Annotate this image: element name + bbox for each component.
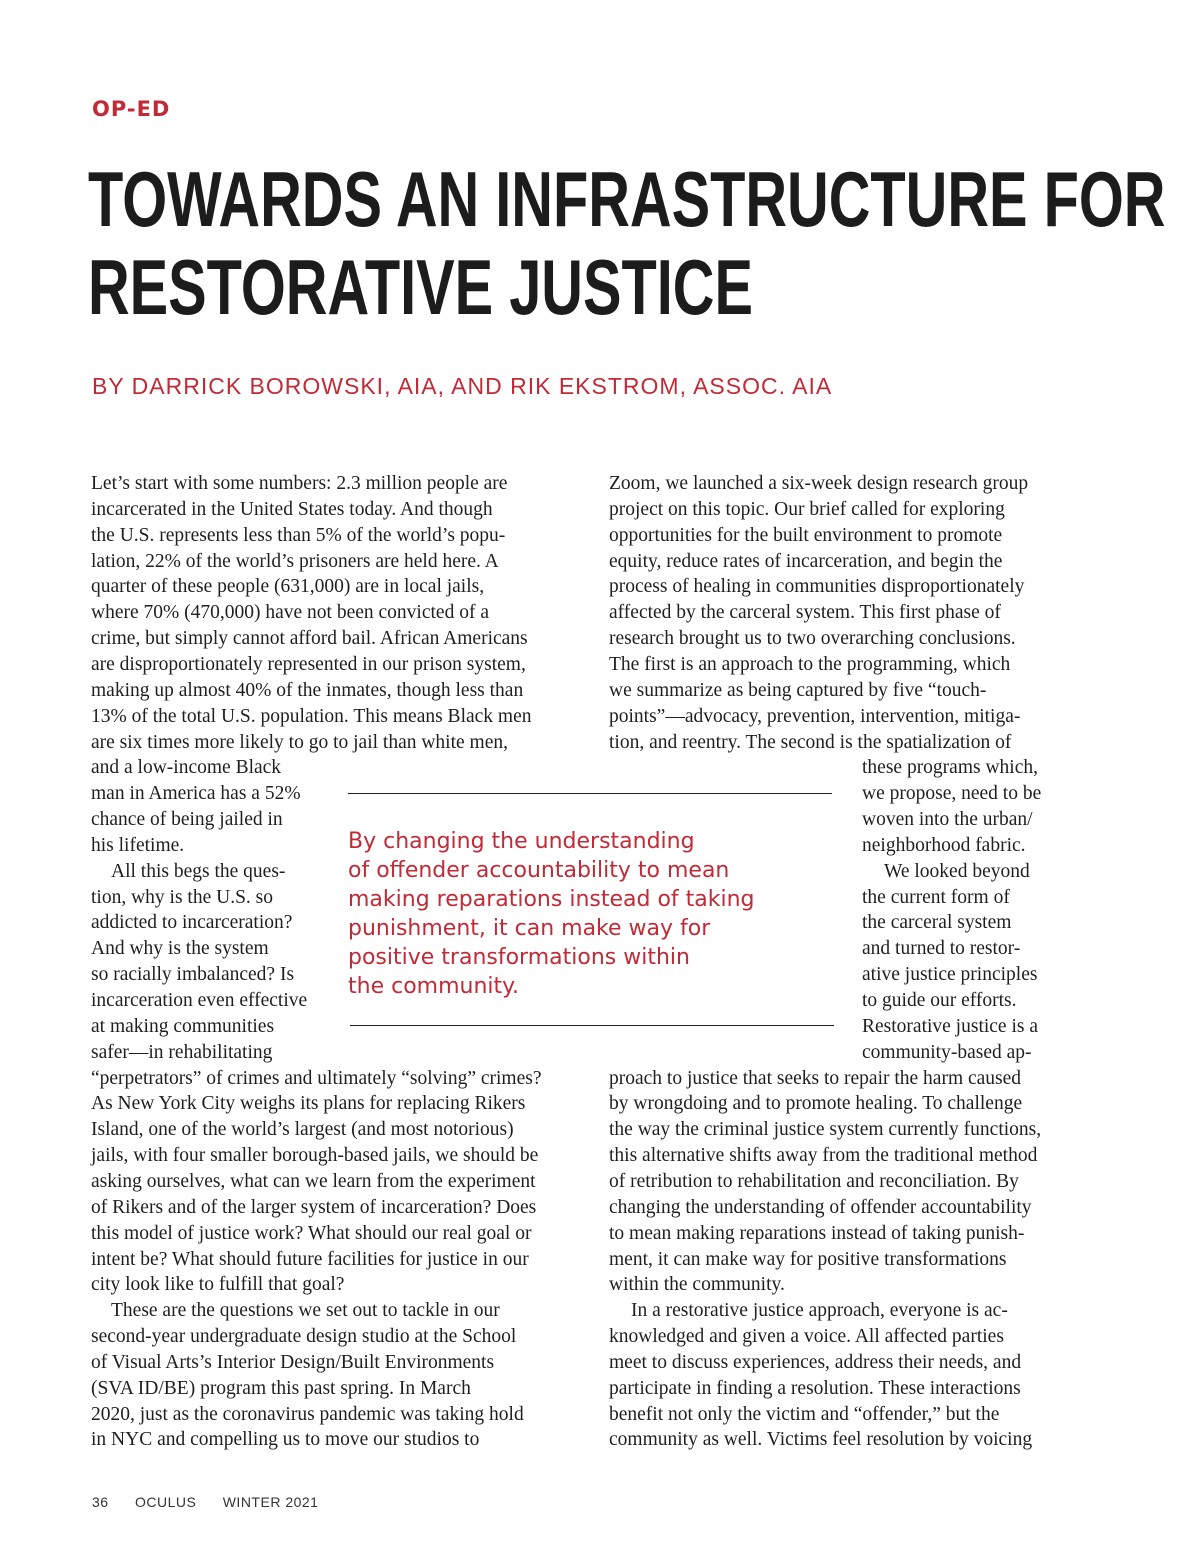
body-text-line: These are the questions we set out to tackle in our: [111, 1300, 500, 1322]
body-text-line: city look like to fulfill that goal?: [91, 1274, 345, 1296]
body-text-line: asking ourselves, what can we learn from the experiment: [91, 1170, 536, 1192]
body-text-line: neighborhood fabric.: [862, 834, 1026, 856]
body-text-line: Zoom, we launched a six-week design research group: [609, 473, 1029, 494]
body-text-line: his lifetime.: [91, 834, 185, 856]
body-text-line: this model of justice work? What should our real goal or: [91, 1222, 532, 1244]
body-text-line: proach to justice that seeks to repair the harm caused: [609, 1067, 1022, 1089]
body-text-line: are six times more likely to go to jail than white men,: [91, 731, 508, 753]
body-text-line: the way the criminal justice system currently functions,: [609, 1119, 1042, 1141]
body-text-line: second-year undergraduate design studio at the School: [91, 1326, 517, 1348]
pull-quote-line: the community.: [348, 974, 520, 999]
body-text-line: (SVA ID/BE) program this past spring. In March: [91, 1377, 471, 1399]
body-text-line: within the community.: [609, 1274, 785, 1296]
body-text-line: addicted to incarceration?: [91, 912, 293, 934]
body-text-line: process of healing in communities disproportionately: [609, 576, 1025, 598]
body-text-line: ative justice principles: [862, 964, 1038, 986]
body-text-line: Let’s start with some numbers: 2.3 million people are: [91, 473, 508, 494]
body-text-line: of Rikers and of the larger system of incarceration? Does: [91, 1196, 537, 1218]
body-text-line: knowledged and given a voice. All affected parties: [609, 1326, 1004, 1348]
pull-quote-line: By changing the understanding: [348, 829, 695, 854]
body-text-line: incarcerated in the United States today. And though: [91, 498, 493, 520]
pull-quote-line: positive transformations within: [348, 945, 690, 970]
body-text-line: intent be? What should future facilities for justice in our: [91, 1248, 529, 1270]
pull-quote-rule-top: [348, 793, 832, 794]
article-headline: [88, 155, 1166, 331]
pull-quote-rule-bottom: [350, 1025, 834, 1026]
body-text-line: ment, it can make way for positive transformations: [609, 1248, 1007, 1270]
body-text-line: to guide our efforts.: [862, 990, 1017, 1011]
headline-line: TOWARDS AN INFRASTRUCTURE FOR: [88, 155, 1166, 243]
body-text-line: meet to discuss experiences, address their needs, and: [609, 1351, 1022, 1373]
body-text-line: the carceral system: [862, 912, 1012, 934]
body-text-line: to mean making reparations instead of taking punish-: [609, 1222, 1025, 1244]
body-text-line: of Visual Arts’s Interior Design/Built Environments: [91, 1351, 495, 1373]
section-label: OP-ED: [92, 97, 171, 121]
body-text-line: so racially imbalanced? Is: [91, 964, 295, 986]
byline: BY DARRICK BOROWSKI, AIA, AND RIK EKSTROM, ASSOC. AIA: [92, 373, 833, 399]
body-text-line: of retribution to rehabilitation and reconciliation. By: [609, 1170, 1019, 1192]
body-text-line: community-based ap-: [862, 1041, 1032, 1063]
body-text-line: incarceration even effective: [91, 990, 308, 1011]
body-text-line: quarter of these people (631,000) are in local jails,: [91, 576, 485, 598]
body-text-line: the U.S. represents less than 5% of the world’s popu-: [91, 524, 506, 546]
body-text-line: jails, with four smaller borough-based jails, we should be: [91, 1145, 539, 1167]
body-text-line: opportunities for the built environment to promote: [609, 524, 1003, 546]
body-text-line: man in America has a 52%: [91, 783, 301, 805]
body-text-line: we propose, need to be: [862, 783, 1042, 805]
body-text-line: safer—in rehabilitating: [91, 1041, 273, 1063]
issue-date: WINTER 2021: [222, 1494, 319, 1510]
body-text-line: affected by the carceral system. This first phase of: [609, 602, 1001, 624]
body-text-line: The first is an approach to the programming, which: [609, 653, 1011, 675]
body-text-line: changing the understanding of offender accountability: [609, 1196, 1032, 1218]
body-text-line: the current form of: [862, 886, 1010, 908]
body-text-line: points”—advocacy, prevention, intervention, mitiga-: [609, 705, 1021, 727]
body-text-line: where 70% (470,000) have not been convicted of a: [91, 602, 489, 624]
body-text-line: And why is the system: [91, 938, 269, 960]
body-text-line: “perpetrators” of crimes and ultimately “solving” crimes?: [91, 1067, 542, 1089]
body-text-line: 13% of the total U.S. population. This means Black men: [91, 705, 532, 727]
body-text-line: and turned to restor-: [862, 938, 1021, 960]
body-text-line: benefit not only the victim and “offender,” but the: [609, 1403, 1000, 1425]
body-text-line: chance of being jailed in: [91, 809, 283, 831]
page-number: 36: [92, 1494, 109, 1510]
body-text-line: are disproportionately represented in our prison system,: [91, 653, 526, 675]
body-text-line: and a low-income Black: [91, 757, 282, 779]
body-text-line: making up almost 40% of the inmates, though less than: [91, 679, 524, 701]
body-text-line: woven into the urban/: [862, 809, 1033, 831]
body-text-line: we summarize as being captured by five “touch-: [609, 679, 987, 701]
body-text-line: this alternative shifts away from the traditional method: [609, 1145, 1038, 1167]
pull-quote-line: making reparations instead of taking: [348, 887, 755, 912]
body-text-line: research brought us to two overarching conclusions.: [609, 628, 1016, 650]
body-text-line: in NYC and compelling us to move our studios to: [91, 1429, 480, 1451]
body-text-line: participate in finding a resolution. These interactions: [609, 1377, 1021, 1399]
body-text-line: these programs which,: [862, 757, 1038, 779]
headline-line: RESTORATIVE JUSTICE: [88, 243, 753, 331]
body-text-line: tion, why is the U.S. so: [91, 886, 274, 908]
publication-name: OCULUS: [134, 1494, 197, 1510]
body-text-line: project on this topic. Our brief called for exploring: [609, 498, 1005, 520]
body-text-line: community as well. Victims feel resolution by voicing: [609, 1429, 1033, 1451]
body-text-line: In a restorative justice approach, everyone is ac-: [631, 1300, 1008, 1322]
pull-quote: [348, 827, 828, 1001]
body-text-line: lation, 22% of the world’s prisoners are held here. A: [91, 550, 499, 572]
body-text-line: tion, and reentry. The second is the spatialization of: [609, 731, 1012, 753]
body-text-line: crime, but simply cannot afford bail. African Americans: [91, 628, 528, 650]
page-footer: [92, 1494, 340, 1510]
body-text-line: by wrongdoing and to promote healing. To challenge: [609, 1093, 1023, 1115]
body-text-line: equity, reduce rates of incarceration, and begin the: [609, 550, 1003, 572]
body-text-line: All this begs the ques-: [111, 860, 286, 882]
body-text-line: 2020, just as the coronavirus pandemic was taking hold: [91, 1403, 524, 1425]
body-text-line: As New York City weighs its plans for replacing Rikers: [91, 1093, 526, 1115]
pull-quote-line: of offender accountability to mean: [348, 858, 730, 883]
pull-quote-line: punishment, it can make way for: [348, 916, 711, 941]
body-text-line: at making communities: [91, 1015, 275, 1037]
body-text-line: We looked beyond: [884, 860, 1030, 882]
body-text-line: Restorative justice is a: [862, 1015, 1038, 1037]
body-text-line: Island, one of the world’s largest (and most notorious): [91, 1119, 514, 1141]
